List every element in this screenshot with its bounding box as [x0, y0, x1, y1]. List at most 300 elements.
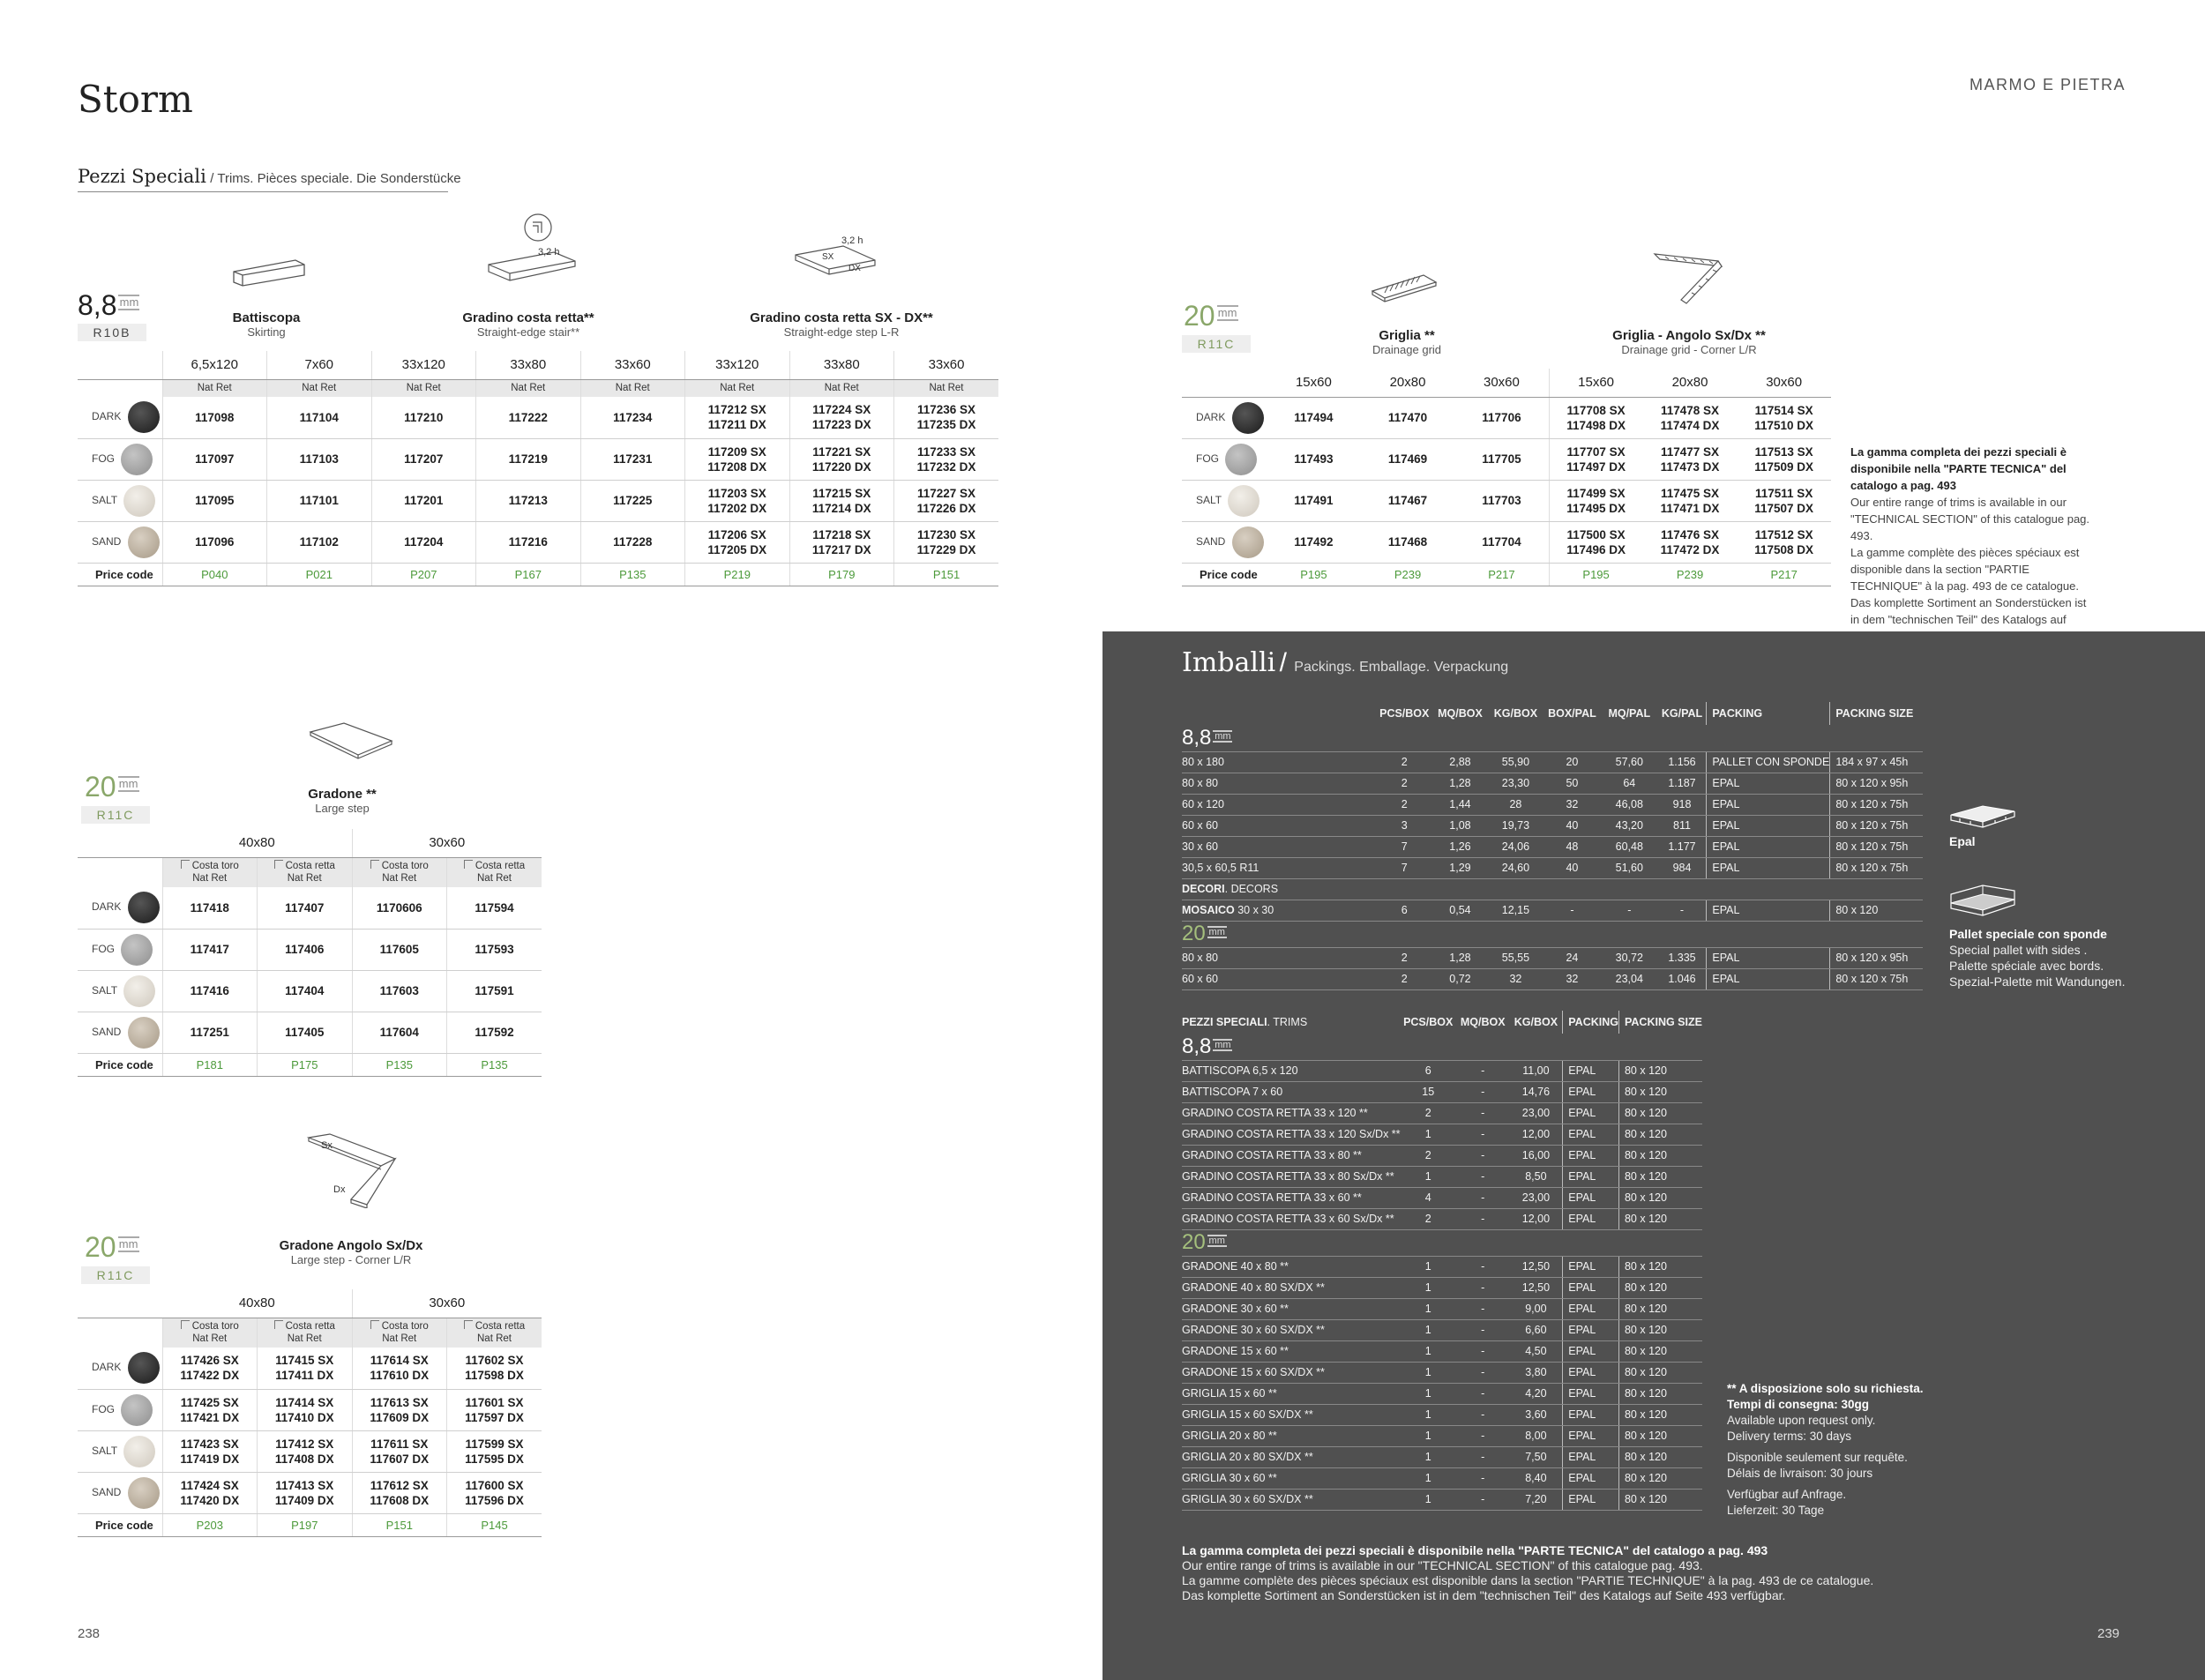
table-row: [1182, 947, 1923, 968]
size-label: 15x60: [1578, 375, 1615, 391]
packing-cell: [1707, 857, 1830, 878]
color-swatch: [121, 934, 153, 966]
price-cell: [894, 563, 999, 586]
product-code: 117207: [404, 452, 444, 466]
cell-text: 3,60: [1525, 1408, 1547, 1421]
color-label: FOG: [92, 452, 115, 465]
packing-header: [1601, 702, 1658, 725]
trims-cell: [1401, 1166, 1456, 1187]
finish-header: [580, 379, 685, 397]
price-row: [1182, 563, 1831, 586]
product-code: 117210: [404, 410, 444, 424]
cell-text: 20: [1566, 756, 1579, 768]
cell-text: EPAL: [1712, 840, 1740, 853]
edge-header: [162, 1318, 258, 1348]
product-sub: Large step - Corner L/R: [290, 1253, 412, 1266]
packing-cell: [1377, 773, 1432, 794]
header-label: KG/PAL: [1661, 707, 1703, 720]
packing-cell: [1707, 773, 1830, 794]
trims-cell: [1510, 1383, 1563, 1404]
header-label: PACKING SIZE: [1835, 707, 1914, 720]
trims-cell: [1510, 1425, 1563, 1446]
product-code: 117417: [190, 943, 229, 956]
trims-cell: [1510, 1208, 1563, 1229]
page-number-right: 239: [2097, 1626, 2120, 1641]
large-step-icon: [307, 721, 395, 762]
price-cell: [447, 1513, 542, 1536]
product-code: 117220 DX: [811, 459, 871, 474]
cell-text: 80 x 120: [1624, 1472, 1667, 1484]
table-row: [1182, 397, 1831, 438]
packing-cell: [1432, 751, 1488, 773]
trims-cell: [1456, 1340, 1510, 1362]
product-code: 117226 DX: [916, 501, 976, 515]
cell-text: 51,60: [1615, 862, 1643, 874]
trims-cell: [1182, 1060, 1401, 1081]
thickness-value: [78, 291, 139, 319]
product-sub: Straight-edge stair**: [476, 325, 580, 339]
trims-cell: [1401, 1383, 1456, 1404]
packing-cell: [1182, 773, 1377, 794]
trims-cell: [1182, 1102, 1401, 1124]
slip-rating-badge: R11C: [81, 1266, 150, 1284]
edge-label: Costa retta: [475, 861, 526, 872]
price-label: Price code: [95, 567, 153, 581]
price-code: P151: [385, 1518, 413, 1532]
trims-cell: [1182, 1145, 1401, 1166]
color-cell: [78, 1389, 162, 1430]
table-row: [1182, 1404, 1702, 1425]
cell-text: 1: [1424, 1260, 1431, 1273]
packing-cell: [1658, 900, 1707, 921]
code-cell: [352, 1472, 447, 1513]
thickness-value: [1182, 922, 1227, 945]
packing-cell: [1601, 794, 1658, 815]
cell-text: 32: [1566, 798, 1579, 810]
size-label: 30x60: [1766, 375, 1803, 391]
code-cell: [267, 521, 372, 563]
price-cell: [162, 563, 267, 586]
product-name: Gradino costa retta SX - DX**: [750, 310, 933, 325]
cell-text: 80 x 120 x 95h: [1835, 777, 1909, 789]
product-code: 117611 SX: [370, 1437, 429, 1451]
edge-label: Costa retta: [285, 861, 335, 872]
size-header: [371, 351, 476, 379]
product-code: 117598 DX: [465, 1369, 524, 1383]
cell-text: 24: [1566, 952, 1579, 964]
trims-cell: [1563, 1060, 1619, 1081]
trims-cell: [1456, 1145, 1510, 1166]
product-code: 117224 SX: [812, 403, 871, 417]
price-code: P203: [196, 1518, 223, 1532]
cell-text: EPAL: [1568, 1493, 1596, 1505]
trims-cell: [1401, 1446, 1456, 1467]
table-row: [78, 1430, 542, 1472]
product-code: 117614 SX: [370, 1354, 429, 1368]
product-code: 117471 DX: [1660, 501, 1720, 515]
cell-text: 1.046: [1668, 973, 1696, 985]
cell-text: 32: [1509, 973, 1522, 985]
cell-text: 80 x 120 x 75h: [1835, 840, 1909, 853]
cell-text: 1: [1424, 1281, 1431, 1294]
code-cell: [789, 397, 894, 438]
price-code: P040: [201, 567, 228, 581]
cell-text: -: [1481, 1345, 1485, 1357]
code-cell: [1737, 397, 1831, 438]
size-header: [162, 1289, 352, 1318]
header-label: MQ/BOX: [1460, 1016, 1506, 1028]
trims-cell: [1401, 1404, 1456, 1425]
cell-text: GRADINO COSTA RETTA 33 x 60 **: [1182, 1191, 1362, 1204]
trims-cell: [1456, 1166, 1510, 1187]
cell-text: -: [1481, 1366, 1485, 1378]
code-cell: [580, 438, 685, 480]
code-cell: [352, 1348, 447, 1389]
packing-cell: [1432, 857, 1488, 878]
code-cell: [447, 1348, 542, 1389]
trims-cell: [1456, 1208, 1510, 1229]
cell-text: 1: [1424, 1303, 1431, 1315]
price-cell: [1643, 563, 1738, 586]
trims-cell: [1182, 1446, 1401, 1467]
trims-cell: [1456, 1256, 1510, 1277]
code-cell: [1643, 521, 1738, 563]
color-swatch: [128, 892, 160, 923]
cell-text: 2: [1401, 952, 1408, 964]
color-label: DARK: [92, 1361, 122, 1374]
trims-header: [1401, 1011, 1456, 1034]
packing-cell: [1182, 968, 1377, 989]
cell-text: GRIGLIA 30 x 60 SX/DX **: [1182, 1493, 1313, 1505]
product-code: 117404: [285, 984, 325, 997]
packing-cell: [1601, 836, 1658, 857]
mm-unit: mm: [119, 295, 139, 309]
size-label: 30x60: [429, 1295, 466, 1311]
packing-cell: [1830, 900, 1923, 921]
packing-cell: [1544, 773, 1601, 794]
product-code: 117493: [1294, 452, 1334, 466]
product-code: 117215 SX: [812, 486, 871, 500]
packing-cell: [1182, 947, 1377, 968]
product-code: 117474 DX: [1660, 418, 1720, 432]
cell-text: 60 x 60: [1182, 819, 1219, 832]
product-code: 117610 DX: [370, 1369, 430, 1383]
trims-cell: [1618, 1425, 1702, 1446]
cell-text: 7,20: [1525, 1493, 1547, 1505]
product-code: 117251: [190, 1026, 229, 1039]
sx-label: Sx: [321, 1140, 333, 1151]
product-code: 117594: [475, 900, 514, 915]
drainage-grid-icon: [1369, 272, 1439, 307]
table-row: [78, 1389, 542, 1430]
packing-panel: [1102, 631, 2205, 1680]
code-cell: [1267, 480, 1361, 521]
code-cell: [162, 1430, 258, 1472]
code-cell: [447, 1012, 542, 1053]
edge-label: Costa toro: [191, 1321, 239, 1333]
product-sub: Straight-edge step L-R: [783, 325, 900, 339]
product-code: 117216: [508, 535, 548, 549]
cell-text: EPAL: [1712, 904, 1740, 916]
product-code: 117206 SX: [707, 527, 766, 541]
section-subtitle: / Trims. Pièces speciale. Die Sonderstücke: [210, 171, 461, 186]
packing-header: [1707, 702, 1830, 725]
color-cell: [1182, 521, 1267, 563]
code-cell: [894, 521, 999, 563]
trims-cell: [1182, 1277, 1401, 1298]
table-row: [78, 397, 998, 438]
color-swatch: [128, 526, 160, 558]
color-label: SAND: [92, 534, 122, 548]
code-cell: [1454, 521, 1549, 563]
cell-text: 23,30: [1501, 777, 1530, 789]
product-code: 117205 DX: [707, 542, 767, 556]
packing-cell: [1544, 968, 1601, 989]
packing-cell: [1377, 857, 1432, 878]
edge-label: Costa retta: [475, 1321, 526, 1333]
table-row: [1182, 1383, 1702, 1404]
product-code: 117234: [613, 410, 653, 424]
trims-cell: [1401, 1340, 1456, 1362]
code-cell: [789, 521, 894, 563]
packing-cell: [1658, 836, 1707, 857]
packing-cell: [1707, 836, 1830, 857]
price-code: P217: [1770, 567, 1798, 581]
cell-text: 4,20: [1525, 1387, 1547, 1400]
trims-cell: [1456, 1298, 1510, 1319]
table-row: [1182, 836, 1923, 857]
product-code: 117425 SX: [180, 1395, 239, 1409]
packing-cell: [1432, 794, 1488, 815]
packing-cell: [1601, 947, 1658, 968]
table-row: [1182, 1489, 1702, 1510]
cell-text: 1: [1424, 1451, 1431, 1463]
product-code: 117498 DX: [1566, 418, 1626, 432]
code-cell: [258, 970, 353, 1012]
trims-cell: [1510, 1256, 1563, 1277]
trims-cell: [1563, 1319, 1619, 1340]
trims-cell: [1563, 1340, 1619, 1362]
product-code: 117204: [404, 535, 444, 549]
trims-cell: [1510, 1446, 1563, 1467]
large-step-table: [78, 829, 542, 1077]
trims-title: [1182, 1011, 1401, 1034]
table-row: [78, 1012, 542, 1053]
product-code: 117408 DX: [274, 1452, 334, 1466]
cell-text: GRADINO COSTA RETTA 33 x 80 **: [1182, 1149, 1362, 1161]
price-row: [78, 563, 998, 586]
thickness-value: [85, 1233, 139, 1261]
cell-text: -: [1481, 1451, 1485, 1463]
note-line: La gamme complète des pièces spéciaux est disponible dans la section "PARTIE TECHNIQUE" à la pag. 493 de ce catalogue.: [1182, 1573, 1874, 1587]
product-code: 117600 SX: [465, 1478, 524, 1492]
avail-bold: Tempi di consegna: 30gg: [1727, 1398, 1870, 1411]
trims-cell: [1510, 1081, 1563, 1102]
cell-text: GRADONE 40 x 80 SX/DX **: [1182, 1281, 1325, 1294]
trims-cell: [1510, 1298, 1563, 1319]
size-label: 33x120: [401, 357, 445, 373]
trims-cell: [1510, 1489, 1563, 1510]
size-header: [352, 829, 542, 857]
size-header: [894, 351, 999, 379]
note-bold: La gamma completa dei pezzi speciali è disponibile nella "PARTE TECNICA" del catalogo a pag. 493: [1182, 1543, 1768, 1557]
product-code: 117476 SX: [1660, 527, 1720, 541]
cell-text: 9,00: [1525, 1303, 1547, 1315]
stair-corner-icon: [790, 234, 887, 287]
color-cell: [1182, 438, 1267, 480]
price-code: P239: [1394, 567, 1422, 581]
table-row: [1182, 1208, 1702, 1229]
table-row: [78, 438, 998, 480]
price-cell: [1454, 563, 1549, 586]
header-label: PACKING: [1568, 1016, 1618, 1028]
product-code: 117219: [508, 452, 548, 466]
trims-packing-table: [1182, 1011, 1702, 1511]
trims-cell: [1618, 1145, 1702, 1166]
decori-row: [1182, 878, 1923, 900]
product-code: 117211 DX: [707, 418, 766, 432]
packing-header: [1377, 702, 1432, 725]
code-cell: [685, 521, 790, 563]
product-code: 117495 DX: [1566, 501, 1626, 515]
header-label: KG/BOX: [1493, 707, 1538, 720]
product-code: 117213: [508, 494, 548, 507]
cell-text: 2: [1401, 756, 1408, 768]
cell-text: 6: [1401, 904, 1408, 916]
packing-header-row: [1182, 702, 1923, 725]
cell-text: EPAL: [1712, 777, 1740, 789]
product-code: 117202 DX: [707, 501, 767, 515]
trims-cell: [1563, 1166, 1619, 1187]
finish-header: [789, 379, 894, 397]
trims-cell: [1510, 1467, 1563, 1489]
finish-label: Nat Ret: [382, 1333, 417, 1345]
product-code: 117223 DX: [811, 418, 871, 432]
size-label: 6,5x120: [191, 357, 238, 373]
product-code: 117613 SX: [370, 1395, 429, 1409]
cell-text: 40: [1566, 862, 1579, 874]
cell-text: 1: [1424, 1430, 1431, 1442]
packing-header: [1830, 702, 1923, 725]
code-cell: [1267, 438, 1361, 480]
trims-cell: [1510, 1319, 1563, 1340]
code-cell: [1549, 521, 1643, 563]
product-code: 117508 DX: [1754, 542, 1814, 556]
code-cell: [258, 1389, 353, 1430]
packing-cell: [1707, 751, 1830, 773]
price-code: P195: [1300, 567, 1327, 581]
page-title: Storm: [78, 78, 193, 121]
cell-text: 80 x 180: [1182, 756, 1224, 768]
code-cell: [258, 1012, 353, 1053]
code-cell: [580, 521, 685, 563]
packing-cell: [1707, 815, 1830, 836]
trims-cell: [1563, 1446, 1619, 1467]
table-row: [1182, 521, 1831, 563]
edge-header: [352, 857, 447, 887]
product-code: 117101: [299, 494, 339, 507]
height-label: 3,2 h: [538, 247, 560, 258]
cell-text: 80 x 120 x 75h: [1835, 862, 1909, 874]
code-cell: [1643, 438, 1738, 480]
cell-text: 6,60: [1525, 1324, 1547, 1336]
code-cell: [162, 1348, 258, 1389]
edge-header: [352, 1318, 447, 1348]
cell-text: PALLET CON SPONDE: [1712, 756, 1830, 768]
product-code: 117411 DX: [275, 1369, 334, 1383]
price-code: P145: [481, 1518, 508, 1532]
product-code: 117708 SX: [1566, 403, 1626, 417]
color-label: SAND: [92, 1485, 122, 1498]
packing-cell: [1488, 815, 1544, 836]
code-cell: [1267, 397, 1361, 438]
product-code: 117597 DX: [465, 1410, 524, 1424]
cell-text: 1.156: [1668, 756, 1696, 768]
cell-text: GRIGLIA 30 x 60 **: [1182, 1472, 1277, 1484]
edge-profile-icon: [181, 1320, 190, 1329]
cell-text: 48: [1566, 840, 1579, 853]
code-cell: [352, 1012, 447, 1053]
trims-cell: [1618, 1060, 1702, 1081]
cell-text: 80 x 120: [1624, 1086, 1667, 1098]
price-cell: [267, 563, 372, 586]
trims-header: [1456, 1011, 1510, 1034]
trims-cell: [1563, 1404, 1619, 1425]
thickness-number: 8,8: [78, 289, 117, 321]
cell-text: -: [1481, 1430, 1485, 1442]
trims-cell: [1456, 1489, 1510, 1510]
cell-text: EPAL: [1568, 1387, 1596, 1400]
finish-label: Nat Ret: [477, 1333, 512, 1345]
trims-cell: [1182, 1467, 1401, 1489]
grid-table-20: [1182, 369, 1831, 586]
product-code: 117227 SX: [916, 486, 976, 500]
color-swatch: [1232, 526, 1264, 558]
header-label: BOX/PAL: [1548, 707, 1596, 720]
packing-cell: [1601, 773, 1658, 794]
price-code: P197: [291, 1518, 318, 1532]
packing-cell: [1707, 968, 1830, 989]
cell-text: 2: [1424, 1149, 1431, 1161]
cell-text: 23,00: [1521, 1107, 1551, 1119]
product-sub: Skirting: [247, 325, 286, 339]
cell-text: 918: [1672, 798, 1692, 810]
cell-text: EPAL: [1568, 1191, 1596, 1204]
table-row: [1182, 480, 1831, 521]
trims-cell: [1563, 1256, 1619, 1277]
trims-cell: [1182, 1166, 1401, 1187]
thickness-number: 8,8: [1182, 1034, 1212, 1058]
cell-text: EPAL: [1568, 1408, 1596, 1421]
product-code: 117591: [475, 984, 514, 997]
cell-text: 80 x 120: [1624, 1451, 1667, 1463]
cell-text: 1: [1424, 1345, 1431, 1357]
size-header: [476, 351, 581, 379]
trims-cell: [1618, 1362, 1702, 1383]
price-code: P179: [828, 567, 856, 581]
size-label: 15x60: [1295, 375, 1332, 391]
product-name: Griglia - Angolo Sx/Dx **: [1612, 328, 1766, 343]
trims-cell: [1618, 1340, 1702, 1362]
code-cell: [1549, 438, 1643, 480]
mm-unit: mm: [1208, 927, 1225, 937]
color-cell: [78, 1012, 162, 1053]
trims-title-bold: PEZZI SPECIALI: [1182, 1016, 1267, 1028]
thickness-value: [1184, 302, 1238, 330]
cell-text: 12,15: [1501, 904, 1530, 916]
price-cell: [476, 563, 581, 586]
product-code: 117203 SX: [707, 486, 766, 500]
